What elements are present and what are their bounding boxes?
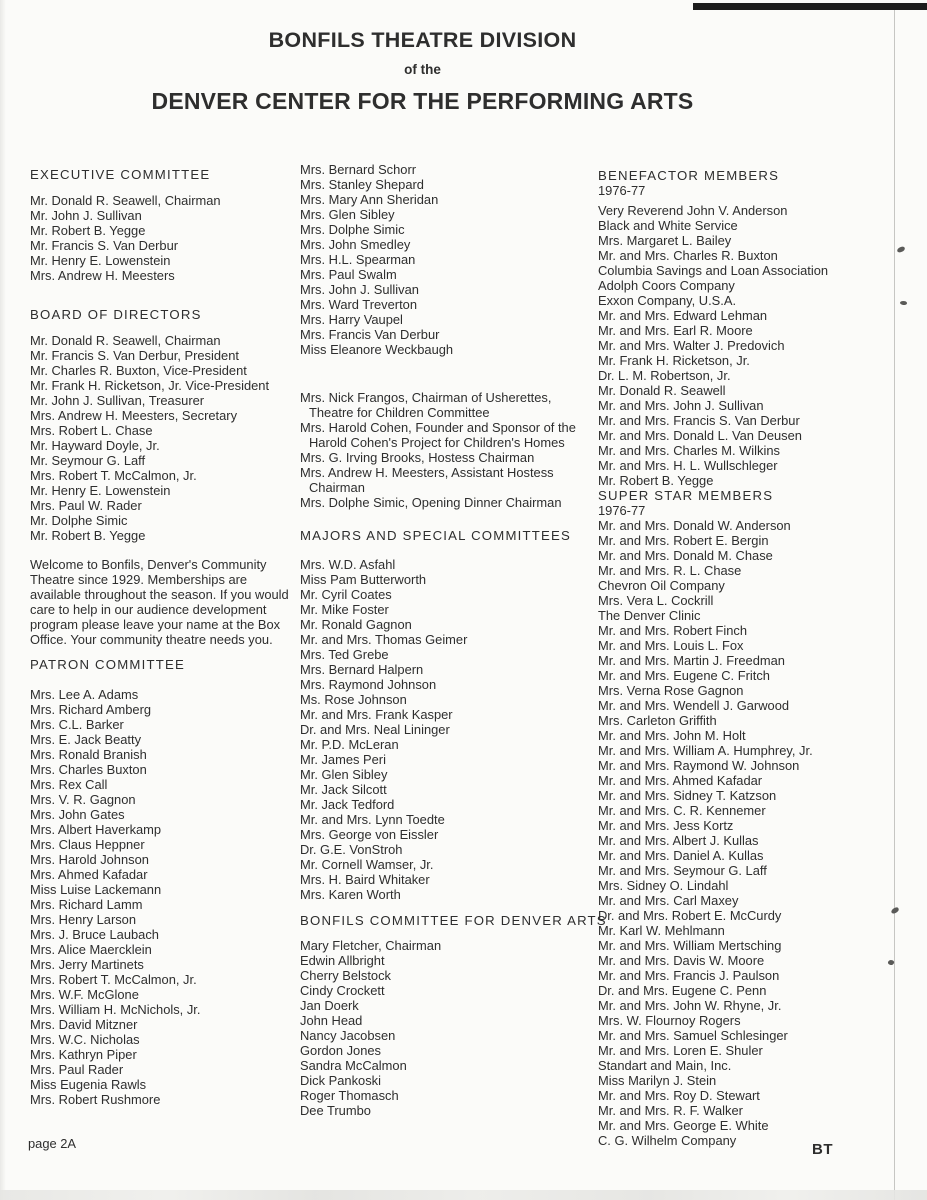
list-item: Mrs. John J. Sullivan — [300, 282, 419, 297]
section-patron-committee — [30, 657, 294, 1107]
page-number-label: page 2A — [28, 1136, 77, 1151]
list-item: Mr. and Mrs. William A. Humphrey, Jr. — [598, 743, 813, 758]
list-item: Columbia Savings and Loan Association — [598, 263, 829, 278]
list-item: Mrs. Francis Van Derbur — [300, 327, 440, 342]
list-item: Mr. Francis S. Van Derbur — [30, 238, 179, 253]
benefactor-season: 1976-77 — [598, 183, 646, 198]
list-item: Cindy Crockett — [300, 983, 385, 998]
list-item: Mr. and Mrs. Carl Maxey — [598, 893, 739, 908]
list-item: Edwin Allbright — [300, 953, 385, 968]
list-item: Mr. and Mrs. Albert J. Kullas — [598, 833, 759, 848]
list-item: Dr. and Mrs. Neal Lininger — [300, 722, 450, 737]
list-item: Mr. Charles R. Buxton, Vice-President — [30, 363, 247, 378]
majors-special-committees-heading: MAJORS AND SPECIAL COMMITTEES — [300, 528, 571, 543]
list-item: Mr. Jack Tedford — [300, 797, 395, 812]
patron-committee-list — [30, 687, 294, 1107]
list-item: Mrs. Verna Rose Gagnon — [598, 683, 744, 698]
list-item: Chevron Oil Company — [598, 578, 725, 593]
section-board-of-directors — [30, 307, 294, 543]
list-item: Mr. and Mrs. Charles R. Buxton — [598, 248, 778, 263]
list-item: Mrs. David Mitzner — [30, 1017, 138, 1032]
list-item: C. G. Wilhelm Company — [598, 1133, 737, 1148]
list-item: The Denver Clinic — [598, 608, 701, 623]
list-item: Mrs. Alice Maercklein — [30, 942, 152, 957]
scan-artifact-speck — [896, 246, 905, 253]
section-executive-committee — [30, 167, 294, 283]
list-item: Mrs. H.L. Spearman — [300, 252, 416, 267]
list-item: Mrs. Glen Sibley — [300, 207, 395, 222]
scan-artifact-top-bar — [693, 3, 927, 10]
list-item: Exxon Company, U.S.A. — [598, 293, 737, 308]
list-item: Mrs. Ward Treverton — [300, 297, 417, 312]
column-left — [30, 160, 294, 1107]
section-majors-special-committees — [300, 528, 597, 902]
list-item: Mrs. Robert T. McCalmon, Jr. — [30, 972, 197, 987]
list-item: Mr. and Mrs. Roy D. Stewart — [598, 1088, 760, 1103]
list-item: Mr. and Mrs. John M. Holt — [598, 728, 746, 743]
list-item: Mr. Donald R. Seawell — [598, 383, 726, 398]
list-item: Mrs. Karen Worth — [300, 887, 401, 902]
list-item: Mr. Robert B. Yegge — [598, 473, 714, 488]
scan-artifact-left-edge — [0, 0, 6, 1200]
list-item: Mr. and Mrs. Wendell J. Garwood — [598, 698, 790, 713]
benefactor-members-heading: BENEFACTOR MEMBERS — [598, 168, 780, 183]
doc-title-line3: DENVER CENTER FOR THE PERFORMING ARTS — [151, 88, 694, 114]
list-item: Ms. Rose Johnson — [300, 692, 407, 707]
list-item: Miss Eleanore Weckbaugh — [300, 342, 454, 357]
list-item: Mrs. Raymond Johnson — [300, 677, 437, 692]
list-item: Mrs. Richard Amberg — [30, 702, 152, 717]
list-item: Mrs. Robert T. McCalmon, Jr. — [30, 468, 197, 483]
list-item: Nancy Jacobsen — [300, 1028, 396, 1043]
list-item: Mr. and Mrs. Loren E. Shuler — [598, 1043, 763, 1058]
list-item: Mrs. Harry Vaupel — [300, 312, 403, 327]
scan-artifact-bottom-edge — [0, 1190, 927, 1200]
majors-special-committees-list — [300, 557, 597, 902]
list-item: Mrs. George von Eissler — [300, 827, 439, 842]
list-item: Mr. and Mrs. Martin J. Freedman — [598, 653, 785, 668]
list-item: Mrs. Bernard Halpern — [300, 662, 424, 677]
executive-committee-heading: EXECUTIVE COMMITTEE — [30, 167, 211, 182]
list-item: Mrs. Claus Heppner — [30, 837, 145, 852]
list-item: Mrs. Ronald Branish — [30, 747, 147, 762]
list-item: Mr. P.D. McLeran — [300, 737, 399, 752]
list-item: Mr. and Mrs. Eugene C. Fritch — [598, 668, 770, 683]
list-item: Mr. Glen Sibley — [300, 767, 388, 782]
list-item: Mrs. J. Bruce Laubach — [30, 927, 159, 942]
list-item: Mr. Donald R. Seawell, Chairman — [30, 333, 221, 348]
list-item: Mrs. Stanley Shepard — [300, 177, 424, 192]
list-item: Dr. and Mrs. Robert E. McCurdy — [598, 908, 782, 923]
list-item: Mr. Robert B. Yegge — [30, 223, 146, 238]
list-item: Mrs. Henry Larson — [30, 912, 137, 927]
list-item: Mr. and Mrs. Walter J. Predovich — [598, 338, 785, 353]
list-item: Mrs. Richard Lamm — [30, 897, 143, 912]
list-item: Mr. and Mrs. Lynn Toedte — [300, 812, 445, 827]
list-item: Mr. Ronald Gagnon — [300, 617, 412, 632]
board-of-directors-list — [30, 333, 294, 543]
list-item: Black and White Service — [598, 218, 738, 233]
section-super-star-members — [598, 488, 898, 1148]
list-item: Mrs. Vera L. Cockrill — [598, 593, 714, 608]
list-item: Mr. Dolphe Simic — [30, 513, 128, 528]
list-item: Mrs. Bernard Schorr — [300, 162, 417, 177]
footer-initials: BT — [812, 1141, 833, 1158]
welcome-paragraph: Welcome to Bonfils, Denver's Community Theatre since 1929. Memberships are available throughout the season. If you would care to help in our audience development program please leave your name at the Box Office. Your community theatre needs you. — [30, 557, 289, 647]
doc-title-line1: BONFILS THEATRE DIVISION — [268, 28, 577, 52]
scan-artifact-fold-line — [894, 10, 895, 1200]
list-item: Mr. Cornell Wamser, Jr. — [300, 857, 434, 872]
list-item: Mrs. Rex Call — [30, 777, 108, 792]
list-item: Mr. Jack Silcott — [300, 782, 387, 797]
list-item: Mr. and Mrs. Seymour G. Laff — [598, 863, 767, 878]
list-item: Cherry Belstock — [300, 968, 391, 983]
list-item: Mrs. Andrew H. Meesters, Assistant Hostess Chairman — [300, 465, 554, 495]
list-item: Mr. Robert B. Yegge — [30, 528, 146, 543]
list-item: Mr. and Mrs. William Mertsching — [598, 938, 782, 953]
list-item: Mr. and Mrs. Daniel A. Kullas — [598, 848, 764, 863]
executive-committee-list — [30, 193, 294, 283]
list-item: Mrs. Andrew H. Meesters — [30, 268, 175, 283]
list-item: Mr. and Mrs. Frank Kasper — [300, 707, 453, 722]
list-item: Mr. John J. Sullivan, Treasurer — [30, 393, 205, 408]
list-item: Mr. and Mrs. C. R. Kennemer — [598, 803, 766, 818]
list-item: Mr. and Mrs. R. L. Chase — [598, 563, 742, 578]
list-item: Mrs. Harold Cohen, Founder and Sponsor of the Harold Cohen's Project for Children's Homes — [300, 420, 576, 450]
patron-committee-heading: PATRON COMMITTEE — [30, 657, 185, 672]
list-item: Mary Fletcher, Chairman — [300, 938, 442, 953]
list-item: Mr. Karl W. Mehlmann — [598, 923, 725, 938]
list-item: Sandra McCalmon — [300, 1058, 407, 1073]
list-item: Mrs. G. Irving Brooks, Hostess Chairman — [300, 450, 535, 465]
list-item: Mrs. C.L. Barker — [30, 717, 124, 732]
list-item: Mrs. William H. McNichols, Jr. — [30, 1002, 201, 1017]
list-item: Mrs. Jerry Martinets — [30, 957, 144, 972]
list-item: Mr. and Mrs. Robert E. Bergin — [598, 533, 769, 548]
list-item: Mrs. Charles Buxton — [30, 762, 147, 777]
list-item: Mr. and Mrs. George E. White — [598, 1118, 769, 1133]
document-header — [0, 28, 845, 115]
list-item: Dee Trumbo — [300, 1103, 371, 1118]
list-item: Miss Eugenia Rawls — [30, 1077, 147, 1092]
list-item: Standart and Main, Inc. — [598, 1058, 732, 1073]
list-item: Mr. Henry E. Lowenstein — [30, 483, 171, 498]
list-item: Mr. and Mrs. Donald L. Van Deusen — [598, 428, 802, 443]
patron-committee-continued-list — [300, 162, 597, 357]
doc-title-line2: of the — [404, 62, 441, 77]
list-item: Mr. and Mrs. Edward Lehman — [598, 308, 768, 323]
list-item: Mr. Donald R. Seawell, Chairman — [30, 193, 221, 208]
list-item: Mrs. Ted Grebe — [300, 647, 389, 662]
section-bonfils-committee-denver-arts — [300, 913, 607, 1118]
list-item: Mrs. Kathryn Piper — [30, 1047, 137, 1062]
list-item: Mrs. W.F. McGlone — [30, 987, 139, 1002]
list-item: Mr. and Mrs. Jess Kortz — [598, 818, 734, 833]
list-item: Mr. Mike Foster — [300, 602, 389, 617]
list-item: Mrs. Paul Swalm — [300, 267, 397, 282]
list-item: Mrs. W.C. Nicholas — [30, 1032, 140, 1047]
list-item: Mr. and Mrs. Francis J. Paulson — [598, 968, 780, 983]
list-item: Mrs. Harold Johnson — [30, 852, 149, 867]
list-item: Dr. and Mrs. Eugene C. Penn — [598, 983, 767, 998]
section-benefactor-members — [598, 168, 898, 488]
list-item: Mr. Henry E. Lowenstein — [30, 253, 171, 268]
list-item: Dick Pankoski — [300, 1073, 381, 1088]
list-item: Mr. and Mrs. Raymond W. Johnson — [598, 758, 800, 773]
column-middle — [300, 160, 607, 1118]
list-item: Mr. and Mrs. John W. Rhyne, Jr. — [598, 998, 782, 1013]
list-item: Mr. James Peri — [300, 752, 386, 767]
list-item: Mr. and Mrs. Charles M. Wilkins — [598, 443, 780, 458]
list-item: Miss Luise Lackemann — [30, 882, 162, 897]
list-item: Miss Marilyn J. Stein — [598, 1073, 717, 1088]
board-of-directors-heading: BOARD OF DIRECTORS — [30, 307, 202, 322]
list-item: Mr. and Mrs. H. L. Wullschleger — [598, 458, 778, 473]
list-item: Mr. and Mrs. Thomas Geimer — [300, 632, 468, 647]
list-item: Mrs. Ahmed Kafadar — [30, 867, 148, 882]
list-item: Roger Thomasch — [300, 1088, 399, 1103]
list-item: Mr. and Mrs. Sidney T. Katzson — [598, 788, 777, 803]
list-item: Mrs. Paul Rader — [30, 1062, 124, 1077]
list-item: Mrs. Lee A. Adams — [30, 687, 139, 702]
list-item: Mr. and Mrs. John J. Sullivan — [598, 398, 764, 413]
super-star-members-heading: SUPER STAR MEMBERS — [598, 488, 774, 503]
list-item: Mr. Cyril Coates — [300, 587, 392, 602]
list-item: Mr. and Mrs. Donald W. Anderson — [598, 518, 791, 533]
list-item: Mr. Seymour G. Laff — [30, 453, 146, 468]
super-star-members-list — [598, 518, 898, 1148]
list-item: Mrs. Andrew H. Meesters, Secretary — [30, 408, 238, 423]
list-item: Mrs. Paul W. Rader — [30, 498, 142, 513]
list-item: Mr. Francis S. Van Derbur, President — [30, 348, 239, 363]
bonfils-committee-denver-arts-list — [300, 938, 597, 1118]
list-item: Mrs. John Smedley — [300, 237, 411, 252]
list-item: Mrs. Robert L. Chase — [30, 423, 153, 438]
list-item: Mr. and Mrs. Francis S. Van Derbur — [598, 413, 800, 428]
list-item: Mrs. John Gates — [30, 807, 125, 822]
list-item: Mr. and Mrs. Donald M. Chase — [598, 548, 773, 563]
list-item: Mrs. Dolphe Simic — [300, 222, 405, 237]
list-item: Mr. Frank H. Ricketson, Jr. Vice-President — [30, 378, 270, 393]
list-item: Mrs. Albert Haverkamp — [30, 822, 162, 837]
list-item: Mr. and Mrs. Robert Finch — [598, 623, 748, 638]
list-item: Mrs. E. Jack Beatty — [30, 732, 142, 747]
list-item: Mr. Hayward Doyle, Jr. — [30, 438, 160, 453]
list-item: Dr. G.E. VonStroh — [300, 842, 403, 857]
list-item: Mrs. Carleton Griffith — [598, 713, 717, 728]
list-item: Mrs. Dolphe Simic, Opening Dinner Chairman — [300, 495, 562, 510]
column-right — [598, 163, 898, 1148]
super-star-season: 1976-77 — [598, 503, 646, 518]
list-item: Gordon Jones — [300, 1043, 381, 1058]
list-item: Mr. and Mrs. Louis L. Fox — [598, 638, 744, 653]
list-item: Mrs. W.D. Asfahl — [300, 557, 396, 572]
bonfils-committee-denver-arts-heading: BONFILS COMMITTEE FOR DENVER ARTS — [300, 913, 607, 928]
list-item: Mrs. Margaret L. Bailey — [598, 233, 732, 248]
list-item: Mr. Frank H. Ricketson, Jr. — [598, 353, 750, 368]
list-item: Mrs. V. R. Gagnon — [30, 792, 136, 807]
list-item: Mrs. W. Flournoy Rogers — [598, 1013, 741, 1028]
list-item: Mrs. H. Baird Whitaker — [300, 872, 430, 887]
list-item: Mr. and Mrs. Earl R. Moore — [598, 323, 753, 338]
list-item: Mr. and Mrs. Davis W. Moore — [598, 953, 765, 968]
list-item: John Head — [300, 1013, 363, 1028]
list-item: Dr. L. M. Robertson, Jr. — [598, 368, 731, 383]
list-item: Mr. and Mrs. Samuel Schlesinger — [598, 1028, 788, 1043]
list-item: Jan Doerk — [300, 998, 359, 1013]
list-item: Very Reverend John V. Anderson — [598, 203, 788, 218]
list-item: Miss Pam Butterworth — [300, 572, 427, 587]
list-item: Mrs. Sidney O. Lindahl — [598, 878, 729, 893]
list-item: Adolph Coors Company — [598, 278, 735, 293]
special-chairs-list — [300, 390, 597, 510]
list-item: Mrs. Robert Rushmore — [30, 1092, 161, 1107]
list-item: Mr. and Mrs. R. F. Walker — [598, 1103, 743, 1118]
scan-artifact-speck — [900, 300, 908, 305]
list-item: Mr. John J. Sullivan — [30, 208, 142, 223]
list-item: Mr. and Mrs. Ahmed Kafadar — [598, 773, 763, 788]
benefactor-members-list — [598, 203, 898, 488]
list-item: Mrs. Mary Ann Sheridan — [300, 192, 439, 207]
list-item: Mrs. Nick Frangos, Chairman of Usherettes, Theatre for Children Committee — [300, 390, 552, 420]
